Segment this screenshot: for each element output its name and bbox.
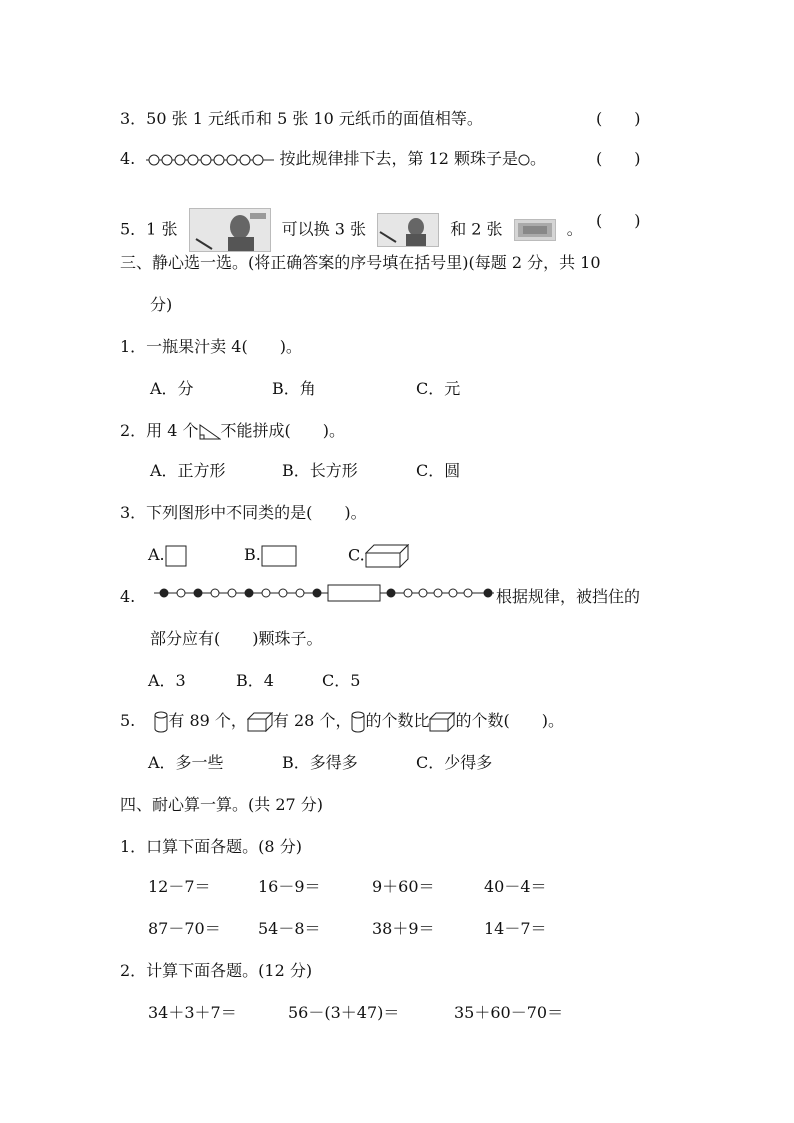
cuboid-icon bbox=[429, 712, 455, 732]
option-a[interactable]: A．正方形 bbox=[150, 461, 226, 480]
question-text: 可以换 3 张 bbox=[281, 219, 366, 239]
bead-circle-icon bbox=[518, 154, 530, 166]
equation[interactable]: 87－70＝ bbox=[148, 919, 221, 938]
option-c[interactable]: C．5 bbox=[322, 671, 361, 690]
question-text: 的个数比 bbox=[365, 711, 430, 730]
bead-pattern-icon bbox=[154, 582, 494, 604]
option-b[interactable] bbox=[244, 544, 297, 567]
option-a[interactable]: A．分 bbox=[150, 379, 194, 398]
equation[interactable]: 14－7＝ bbox=[484, 919, 547, 938]
option-b[interactable]: B．长方形 bbox=[282, 461, 358, 480]
square-icon bbox=[165, 545, 187, 567]
question-text-cont: 部分应有( )颗珠子。 bbox=[150, 629, 323, 648]
section-title: 四、耐心算一算。(共 27 分) bbox=[120, 795, 324, 814]
option-a[interactable] bbox=[148, 544, 187, 567]
cylinder-icon bbox=[351, 711, 365, 733]
option-c[interactable]: C．少得多 bbox=[416, 753, 493, 772]
question-text: 有 28 个， bbox=[272, 711, 352, 730]
option-b[interactable]: B．4 bbox=[236, 671, 274, 690]
option-label: A. bbox=[148, 545, 165, 564]
banknote-icon bbox=[514, 219, 556, 241]
question-text: 有 89 个， bbox=[168, 711, 247, 730]
option-c[interactable]: C．圆 bbox=[416, 461, 461, 480]
answer-paren[interactable]: ( ) bbox=[596, 149, 641, 168]
question-text: 按此规律排下去，第 12 颗珠子是 bbox=[279, 149, 518, 168]
answer-paren[interactable]: ( ) bbox=[596, 211, 641, 230]
option-b[interactable]: B．多得多 bbox=[282, 753, 358, 772]
equation[interactable]: 9＋60＝ bbox=[372, 877, 435, 896]
question-number: 4. bbox=[120, 149, 136, 168]
equation[interactable]: 56－(3＋47)＝ bbox=[288, 1003, 400, 1022]
banknote-icon bbox=[189, 208, 271, 252]
period: 。 bbox=[530, 149, 547, 168]
judge-q5 bbox=[120, 208, 583, 252]
choice-q4 bbox=[120, 586, 135, 608]
question-text: 不能拼成( )。 bbox=[220, 421, 346, 440]
equation[interactable]: 16－9＝ bbox=[258, 877, 321, 896]
equation[interactable]: 12－7＝ bbox=[148, 877, 211, 896]
banknote-icon bbox=[377, 213, 439, 247]
option-c[interactable]: C．元 bbox=[416, 379, 461, 398]
option-label: C. bbox=[348, 545, 365, 565]
choice-q1: 1．一瓶果汁卖 4( )。 bbox=[120, 337, 302, 356]
section-title: 三、静心选一选。(将正确答案的序号填在括号里)(每题 2 分，共 10 bbox=[120, 253, 601, 272]
equation[interactable]: 35＋60－70＝ bbox=[454, 1003, 564, 1022]
equation[interactable]: 38＋9＝ bbox=[372, 919, 435, 938]
bead-string-icon bbox=[146, 153, 274, 167]
choice-q5 bbox=[120, 710, 564, 733]
option-a[interactable]: A．多一些 bbox=[148, 753, 224, 772]
question-text: 5．1 张 bbox=[120, 219, 178, 239]
cylinder-icon bbox=[154, 711, 168, 733]
part-title: 2．计算下面各题。(12 分) bbox=[120, 961, 313, 980]
choice-q3: 3．下列图形中不同类的是( )。 bbox=[120, 503, 367, 522]
option-c[interactable] bbox=[348, 544, 409, 568]
cuboid-icon bbox=[247, 712, 273, 732]
equation[interactable]: 40－4＝ bbox=[484, 877, 547, 896]
section-title-cont: 分) bbox=[150, 295, 173, 314]
question-text: 2．用 4 个 bbox=[120, 421, 199, 440]
question-text: 和 2 张 bbox=[450, 219, 503, 239]
option-label: B. bbox=[244, 545, 261, 564]
equation[interactable]: 54－8＝ bbox=[258, 919, 321, 938]
question-text: 的个数( )。 bbox=[455, 711, 564, 730]
right-triangle-icon bbox=[199, 424, 221, 440]
part-title: 1．口算下面各题。(8 分) bbox=[120, 837, 302, 856]
option-a[interactable]: A．3 bbox=[148, 671, 186, 690]
option-b[interactable]: B．角 bbox=[272, 379, 316, 398]
period: 。 bbox=[566, 219, 583, 239]
question-number: 4. bbox=[120, 587, 136, 606]
question-number: 5. bbox=[120, 711, 136, 730]
rectangle-icon bbox=[261, 545, 297, 567]
question-text: 根据规律，被挡住的 bbox=[496, 587, 641, 606]
judge-q3: 3．50 张 1 元纸币和 5 张 10 元纸币的面值相等。 bbox=[120, 109, 483, 128]
cuboid-icon bbox=[365, 544, 409, 568]
answer-paren[interactable]: ( ) bbox=[596, 109, 641, 128]
choice-q2 bbox=[120, 420, 345, 442]
equation[interactable]: 34＋3＋7＝ bbox=[148, 1003, 237, 1022]
judge-q4 bbox=[120, 148, 546, 170]
